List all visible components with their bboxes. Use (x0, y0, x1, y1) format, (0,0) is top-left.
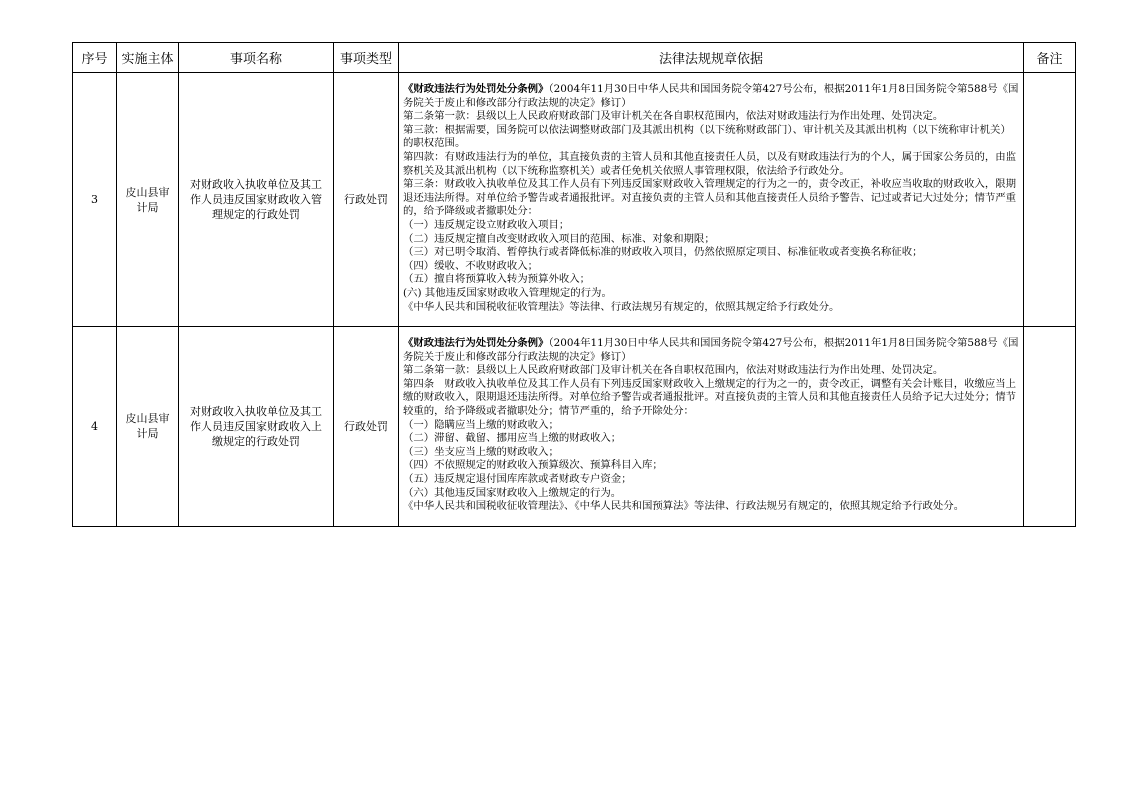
law-note: （2004年11月30日中华人民共和国国务院令第427号公布，根据2011年1月8日国务院令第588号《国务院关于废止和修改部分行政法规的决定》修订） (403, 337, 1019, 363)
basis-line: （三）对已明令取消、暂停执行或者降低标准的财政收入项目，仍然依照原定项目、标准征收或者变换名称征收； (403, 246, 923, 259)
table-row (73, 327, 1076, 527)
header-remarks: 备注 (1024, 43, 1076, 73)
law-note: （2004年11月30日中华人民共和国国务院令第427号公布，根据2011年1月8日国务院令第588号《国务院关于废止和修改部分行政法规的决定》修订） (403, 83, 1019, 109)
basis-line: 《中华人民共和国税收征收管理法》等法律、行政法规另有规定的，依照其规定给予行政处分。 (403, 300, 840, 313)
item-name-text: 对财政收入执收单位及其工作人员违反国家财政收入管理规定的行政处罚 (190, 178, 322, 222)
cell-item-name (179, 73, 334, 327)
entity-text: 皮山县审计局 (125, 185, 170, 214)
cell-legal-basis (399, 327, 1024, 527)
basis-line: 《中华人民共和国税收征收管理法》、《中华人民共和国预算法》等法律、行政法规另有规定的，依照其规定给予行政处分。 (403, 500, 965, 513)
basis-line: （二）违反规定擅自改变财政收入项目的范围、标准、对象和期限； (403, 232, 715, 245)
header-row (73, 43, 1076, 73)
header-item-name: 事项名称 (179, 43, 334, 73)
basis-line: （二）滞留、截留、挪用应当上缴的财政收入； (403, 432, 622, 445)
basis-line: （五）违反规定退付国库库款或者财政专户资金； (403, 473, 632, 486)
item-name-text: 对财政收入执收单位及其工作人员违反国家财政收入上缴规定的行政处罚 (190, 404, 322, 448)
basis-line: （一）隐瞒应当上缴的财政收入； (403, 418, 559, 431)
basis-line: 第二条第一款：县级以上人民政府财政部门及审计机关在各自职权范围内，依法对财政违法行为作出处理、处罚决定。 (403, 110, 944, 123)
basis-line: （四）缓收、不收财政收入； (403, 259, 539, 272)
cell-entity (117, 73, 179, 327)
law-title: 《财政违法行为处罚处分条例》 (403, 337, 549, 350)
basis-line: 第三条：财政收入执收单位及其工作人员有下列违反国家财政收入管理规定的行为之一的，责令改正，补收应当收取的财政收入，限期退还违法所得。对单位给予警告或者通报批评。对直接负责的主管人员和其他直接责任人员给予警告、记过或者记大过处分；情节严重的，给予降级或者撤职处分： (403, 178, 1017, 218)
basis-line: 第三款：根据需要，国务院可以依法调整财政部门及其派出机构（以下统称财政部门）、审计机关及其派出机构（以下统称审计机关）的职权范围。 (403, 123, 1011, 150)
cell-item-name (179, 327, 334, 527)
header-legal-basis: 法律法规规章依据 (399, 43, 1024, 73)
basis-line: 第四条 财政收入执收单位及其工作人员有下列违反国家财政收入上缴规定的行为之一的，责令改正，调整有关会计账目，收缴应当上缴的财政收入，限期退还违法所得。对单位给予警告或者通报批评。对直接负责的主管人员和其他直接责任人员给予记大过处分；情节较重的，给予降级或者撤职处分；情节严重的，给予开除处分： (403, 377, 1017, 418)
entity-text: 皮山县审计局 (125, 412, 170, 441)
law-heading (403, 83, 1019, 110)
cell-remarks (1024, 73, 1076, 327)
law-title: 《财政违法行为处罚处分条例》 (403, 83, 549, 95)
basis-line: （三）坐支应当上缴的财政收入； (403, 445, 559, 458)
basis-line: （一）违反规定设立财政收入项目； (403, 218, 570, 231)
basis-line: （四）不依照规定的财政收入预算级次、预算科目入库； (403, 459, 663, 472)
cell-item-type: 行政处罚 (334, 327, 399, 527)
basis-line: 第二条第一款：县级以上人民政府财政部门及审计机关在各自职权范围内，依法对财政违法行为作出处理、处罚决定。 (403, 364, 944, 377)
cell-item-type: 行政处罚 (334, 73, 399, 327)
cell-legal-basis (399, 73, 1024, 327)
basis-line: （五）擅自将预算收入转为预算外收入； (403, 273, 591, 286)
regulations-table (72, 42, 1076, 527)
cell-seq: 4 (73, 327, 117, 527)
basis-line: 第四款：有财政违法行为的单位，其直接负责的主管人员和其他直接责任人员，以及有财政违法行为的个人，属于国家公务员的，由监察机关及其派出机构（以下统称监察机关）或者任免机关依照人事管理权限，依法给予行政处分。 (403, 150, 1017, 177)
cell-seq: 3 (73, 73, 117, 327)
header-entity: 实施主体 (117, 43, 179, 73)
header-seq: 序号 (73, 43, 117, 73)
cell-remarks (1024, 327, 1076, 527)
cell-entity (117, 327, 179, 527)
basis-line: （六）其他违反国家财政收入上缴规定的行为。 (403, 486, 622, 499)
table-row (73, 73, 1076, 327)
basis-line: (六) 其他违反国家财政收入管理规定的行为。 (403, 286, 612, 299)
header-item-type: 事项类型 (334, 43, 399, 73)
law-heading (403, 337, 1019, 364)
